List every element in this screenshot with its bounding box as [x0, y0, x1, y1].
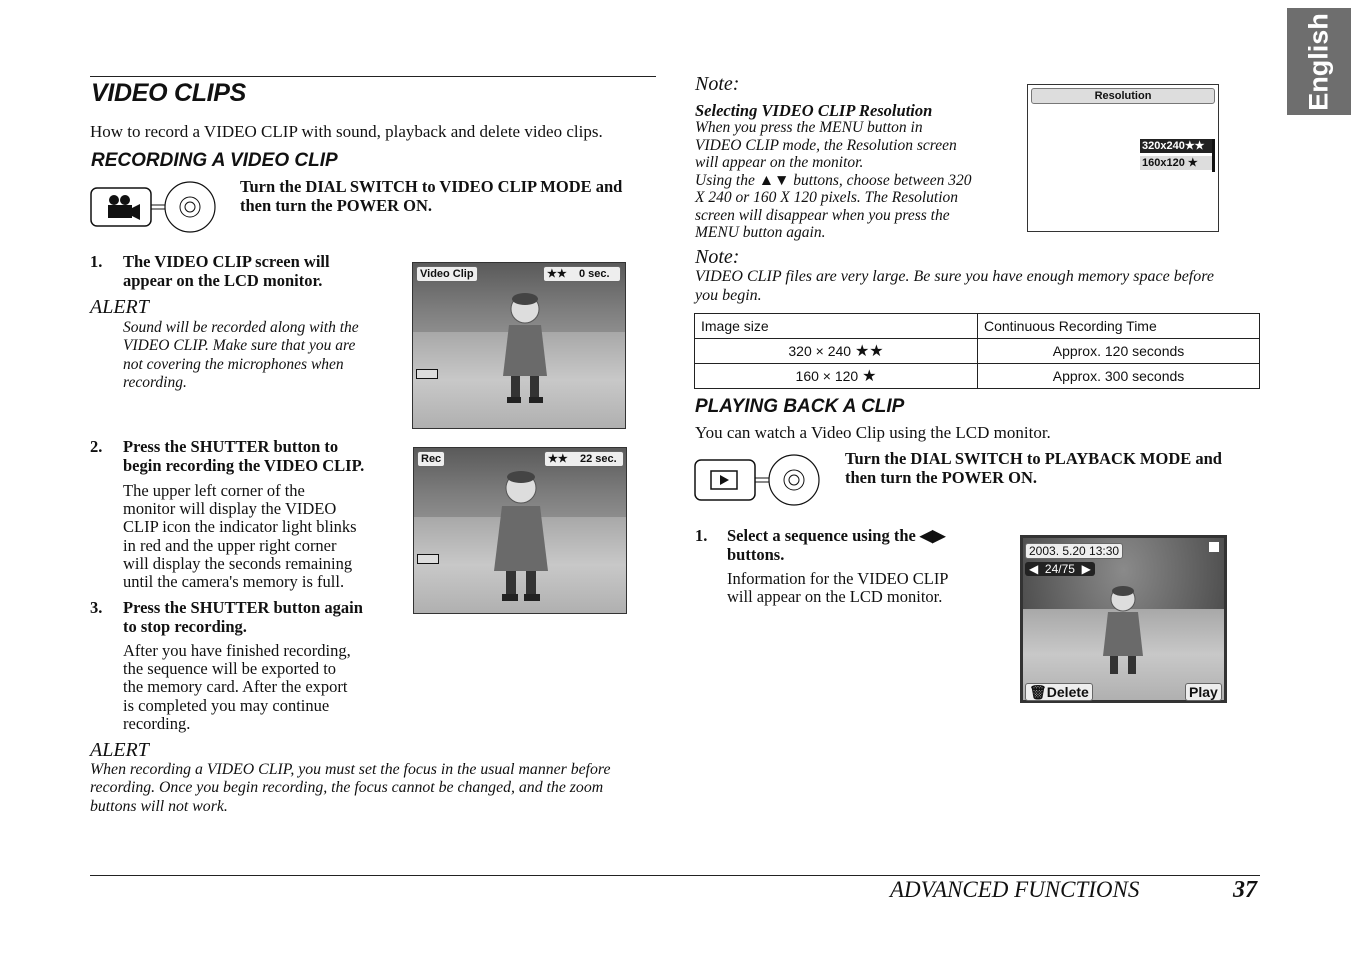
quality-stars: ★★: [547, 268, 567, 280]
quality-stars: ★: [862, 368, 877, 385]
image-size-value: 320 × 240: [788, 343, 852, 359]
date-time-display: 2003. 5.20 13:30: [1025, 543, 1123, 559]
section-title-recording: RECORDING A VIDEO CLIP: [91, 150, 338, 171]
body-line: CLIP icon the indicator light blinks: [123, 517, 357, 537]
body-line: is completed you may continue: [123, 695, 330, 715]
step1-number: 1.: [90, 252, 103, 271]
playback-intro: You can watch a Video Clip using the LCD monitor.: [695, 423, 1051, 442]
quality-stars: ★★: [548, 453, 568, 465]
step-line: Select a sequence using the ◀▶: [727, 526, 946, 545]
intro-text: How to record a VIDEO CLIP with sound, playback and delete video clips.: [90, 122, 603, 141]
step2-number: 2.: [90, 437, 103, 456]
battery-icon: [416, 369, 438, 379]
step-line: begin recording the VIDEO CLIP.: [123, 455, 365, 475]
footer-section: ADVANCED FUNCTIONS: [890, 877, 1140, 902]
video-dial-switch-icon: [90, 180, 220, 234]
step-line: The VIDEO CLIP screen will: [123, 252, 330, 271]
language-tab: [1287, 8, 1351, 115]
child-figure-icon: [486, 466, 556, 606]
child-figure-icon: [495, 291, 555, 411]
page-number: 37: [1233, 877, 1257, 903]
body-line: The upper left corner of the: [123, 481, 305, 500]
playback-step1-body: [727, 570, 949, 606]
alert1-text: [123, 319, 359, 392]
dial-instruction-playback: [845, 450, 1222, 487]
playback-step1-number: 1.: [695, 526, 708, 545]
step3-body: [123, 642, 351, 733]
step-line: appear on the LCD monitor.: [123, 270, 323, 290]
step-line: Press the SHUTTER button again: [123, 598, 363, 617]
quality-stars: ★★: [854, 343, 884, 360]
delete-label: Delete: [1046, 684, 1089, 700]
alert-line: recording.: [123, 373, 187, 391]
table-header: Continuous Recording Time: [978, 314, 1260, 339]
playback-screen-photo: [1020, 535, 1227, 703]
prev-arrow-icon[interactable]: ◀: [1029, 562, 1039, 576]
playback-dial-switch-icon: [694, 452, 824, 508]
table-header: Image size: [695, 314, 978, 339]
section-title-playback: PLAYING BACK A CLIP: [695, 396, 905, 417]
child-figure-icon: [1093, 584, 1153, 684]
step2-text: [123, 438, 364, 475]
recording-screen-photo: [413, 447, 627, 614]
table-cell-size: [695, 364, 978, 389]
next-arrow-icon[interactable]: ▶: [1081, 562, 1091, 576]
table-cell-time: Approx. 120 seconds: [978, 339, 1260, 364]
note1-text: [695, 119, 972, 242]
resolution-screen: [1027, 84, 1219, 232]
dial-instruction-line: Turn the DIAL SWITCH to VIDEO CLIP MODE and: [240, 177, 623, 196]
playback-step1-text: [727, 527, 945, 564]
dial-instruction-line: then turn the POWER ON.: [240, 195, 433, 215]
resolution-option-160[interactable]: 160x120 ★: [1140, 156, 1212, 170]
dial-instruction-recording: [240, 178, 622, 215]
title-rule: [90, 76, 656, 77]
note-line: screen will disappear when you press the: [695, 206, 950, 224]
recording-time-table: [694, 313, 1260, 389]
note-line: will appear on the monitor.: [695, 154, 864, 171]
alert-line: Sound will be recorded along with the: [123, 319, 359, 336]
language-tab-label: English: [1303, 12, 1334, 111]
alert-line: not covering the microphones when: [123, 355, 344, 373]
step-line: to stop recording.: [123, 616, 247, 636]
note1-subtitle: Selecting VIDEO CLIP Resolution: [695, 101, 933, 120]
dial-instruction-line: Turn the DIAL SWITCH to PLAYBACK MODE and: [845, 449, 1222, 468]
time-indicator: [544, 451, 624, 467]
body-line: After you have finished recording,: [123, 641, 351, 660]
image-size-value: 160 × 120: [795, 368, 859, 384]
note-line: MENU button again.: [695, 224, 826, 241]
table-row: [695, 364, 1260, 389]
time-indicator: [543, 266, 621, 282]
footer-rule: [90, 875, 1260, 876]
note2-title: Note:: [695, 246, 740, 268]
note-line: X 240 or 160 X 120 pixels. The Resolution: [695, 189, 959, 206]
body-line: until the camera's memory is full.: [123, 572, 345, 592]
alert-line: recording. Once you begin recording, the focus cannot be changed, and the zoom: [90, 779, 604, 797]
trash-icon: 🗑: [1029, 684, 1047, 700]
step-line: buttons.: [727, 544, 785, 564]
note-line: When you press the MENU button in: [695, 119, 923, 136]
video-clip-icon: [1209, 542, 1219, 552]
video-clip-screen-photo: [412, 262, 626, 429]
body-line: the memory card. After the export: [123, 677, 348, 697]
alert-line: VIDEO CLIP. Make sure that you are: [123, 337, 356, 355]
play-button[interactable]: Play: [1185, 683, 1222, 701]
step2-body: [123, 482, 357, 591]
body-line: in red and the upper right corner: [123, 535, 337, 555]
alert-line: When recording a VIDEO CLIP, you must set the focus in the usual manner before: [90, 761, 611, 778]
body-line: the sequence will be exported to: [123, 659, 337, 679]
seconds-remaining: 22 sec.: [579, 453, 617, 465]
resolution-title-bar: Resolution: [1031, 88, 1215, 104]
note2-text: [695, 268, 1214, 305]
step3-text: [123, 599, 363, 636]
table-row: [695, 339, 1260, 364]
dial-instruction-line: then turn the POWER ON.: [845, 467, 1038, 487]
rec-indicator: Rec: [417, 451, 445, 467]
body-line: will display the seconds remaining: [123, 553, 353, 573]
resolution-option-320[interactable]: 320x240★★: [1140, 139, 1212, 153]
page-title: VIDEO CLIPS: [91, 79, 247, 107]
body-line: Information for the VIDEO CLIP: [727, 569, 949, 588]
table-header-row: [695, 314, 1260, 339]
alert2-title: ALERT: [90, 739, 149, 761]
scrollbar: [1212, 139, 1215, 172]
table-cell-size: [695, 339, 978, 364]
body-line: recording.: [123, 713, 191, 733]
table-cell-time: Approx. 300 seconds: [978, 364, 1260, 389]
sequence-counter: [1025, 562, 1095, 576]
seconds-remaining: 0 sec.: [578, 268, 610, 280]
note1-title: Note:: [695, 73, 740, 95]
note-line: Using the ▲▼ buttons, choose between 320: [695, 171, 972, 189]
alert-line: buttons will not work.: [90, 797, 228, 815]
step3-number: 3.: [90, 598, 103, 617]
step-line: Press the SHUTTER button to: [123, 437, 339, 456]
body-line: will appear on the LCD monitor.: [727, 587, 943, 607]
note-line: VIDEO CLIP mode, the Resolution screen: [695, 136, 957, 154]
alert1-title: ALERT: [90, 296, 149, 318]
counter-value: 24/75: [1044, 562, 1075, 576]
battery-icon: [417, 554, 439, 564]
note-line: VIDEO CLIP files are very large. Be sure you have enough memory space before: [695, 268, 1214, 285]
note-line: you begin.: [695, 286, 762, 304]
alert2-text: [90, 761, 611, 816]
mode-indicator: Video Clip: [416, 266, 478, 282]
body-line: monitor will display the VIDEO: [123, 499, 337, 519]
delete-button[interactable]: [1025, 683, 1093, 701]
step1-text: [123, 253, 330, 290]
